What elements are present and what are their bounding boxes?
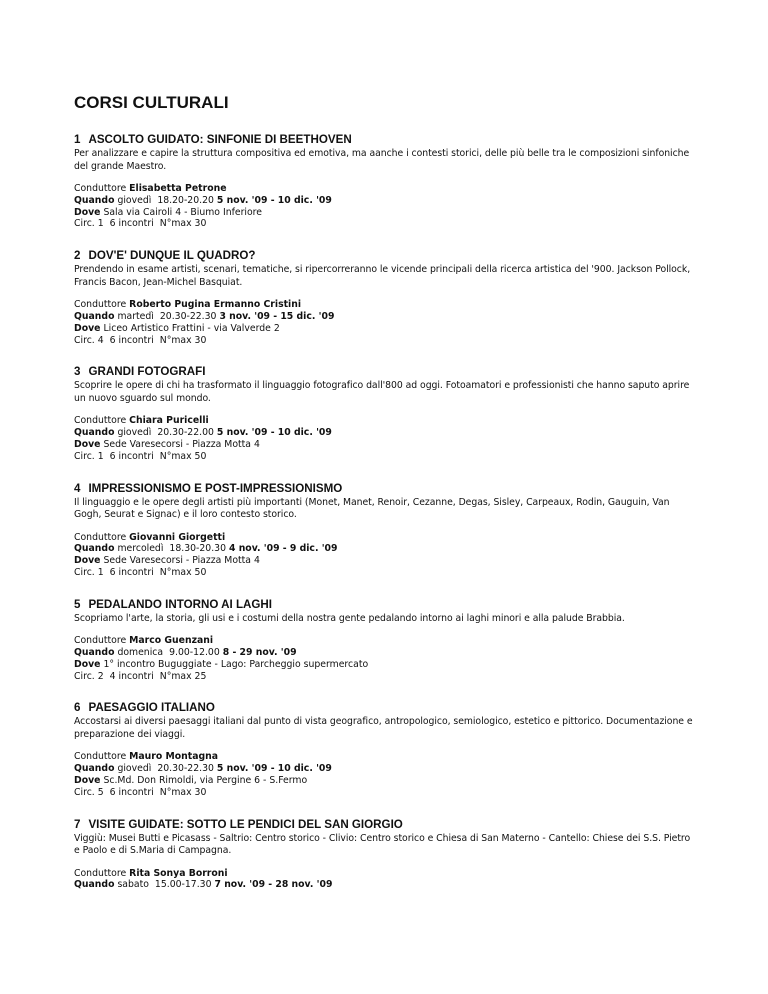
course-title: PEDALANDO INTORNO AI LAGHI <box>88 597 273 611</box>
course-7 <box>74 818 696 892</box>
course-meetings: 6 incontri <box>109 786 154 798</box>
course-number: 4 <box>74 481 81 495</box>
conductor-label: Conduttore <box>74 415 127 427</box>
where-line <box>74 323 696 335</box>
conductor-label: Conduttore <box>74 635 127 647</box>
course-number: 2 <box>74 249 81 263</box>
document-page <box>74 93 696 910</box>
course-4 <box>74 482 696 579</box>
conductor-line <box>74 415 696 427</box>
course-max: N°max 25 <box>159 670 207 682</box>
conductor-label: Conduttore <box>74 867 127 879</box>
course-dates: 3 nov. '09 - 15 dic. '09 <box>219 310 335 322</box>
conductor-line <box>74 299 696 311</box>
conductor-name: Roberto Pugina Ermanno Cristini <box>129 299 302 311</box>
when-label: Quando <box>74 310 115 322</box>
when-line <box>74 763 696 775</box>
course-2 <box>74 249 696 346</box>
course-description: Prendendo in esame artisti, scenari, tematiche, si ripercorreranno le vicende principali della ricerca artistica del '900. Jackson Pollock, Francis Bacon, Jean-Michel Basquiat. <box>74 264 691 288</box>
course-heading <box>74 598 696 612</box>
course-meetings: 6 incontri <box>109 218 154 230</box>
when-line <box>74 311 696 323</box>
course-title: GRANDI FOTOGRAFI <box>88 365 206 379</box>
where-label: Dove <box>74 322 101 334</box>
course-meetings: 6 incontri <box>109 334 154 346</box>
conductor-line <box>74 532 696 544</box>
course-day: martedì <box>117 310 154 322</box>
course-time: 9.00-12.00 <box>169 647 220 659</box>
conductor-name: Mauro Montagna <box>129 751 219 763</box>
course-max: N°max 50 <box>159 450 207 462</box>
where-line <box>74 555 696 567</box>
course-day: mercoledì <box>117 543 164 555</box>
course-description: Scopriamo l'arte, la storia, gli usi e i costumi della nostra gente pedalando intorno ai laghi minori e alla palude Brabbia. <box>74 612 625 624</box>
course-1 <box>74 133 696 230</box>
conductor-label: Conduttore <box>74 751 127 763</box>
course-place: Sala via Cairoli 4 - Biumo Inferiore <box>103 206 263 218</box>
when-label: Quando <box>74 763 115 775</box>
where-label: Dove <box>74 206 101 218</box>
where-label: Dove <box>74 775 101 787</box>
where-label: Dove <box>74 658 101 670</box>
course-number: 3 <box>74 365 81 379</box>
course-title: VISITE GUIDATE: SOTTO LE PENDICI DEL SAN GIORGIO <box>88 817 403 831</box>
course-description: Accostarsi ai diversi paesaggi italiani dal punto di vista geografico, antropologico, semiologico, estetico e pittorico. Documentazione e preparazione dei viaggi. <box>74 716 693 740</box>
course-heading <box>74 482 696 496</box>
where-line <box>74 207 696 219</box>
when-label: Quando <box>74 879 115 891</box>
course-dates: 5 nov. '09 - 10 dic. '09 <box>216 427 332 439</box>
conductor-name: Rita Sonya Borroni <box>129 867 228 879</box>
when-line <box>74 427 696 439</box>
course-meetings: 6 incontri <box>109 450 154 462</box>
course-circ: Circ. 5 <box>74 786 104 798</box>
conductor-line <box>74 183 696 195</box>
conductor-name: Elisabetta Petrone <box>129 183 227 194</box>
course-place: Liceo Artistico Frattini - via Valverde 2 <box>103 322 280 334</box>
course-heading <box>74 249 696 263</box>
course-circ: Circ. 1 <box>74 450 104 462</box>
course-time: 20.30-22.30 <box>159 310 217 322</box>
course-number: 7 <box>74 817 81 831</box>
course-heading <box>74 701 696 715</box>
course-heading <box>74 365 696 379</box>
circ-line <box>74 567 696 579</box>
conductor-label: Conduttore <box>74 531 127 543</box>
course-day: giovedì <box>117 194 152 206</box>
course-3 <box>74 365 696 462</box>
when-label: Quando <box>74 647 115 659</box>
course-place: Sede Varesecorsi - Piazza Motta 4 <box>103 555 260 567</box>
when-line <box>74 195 696 207</box>
course-description: Il linguaggio e le opere degli artisti più importanti (Monet, Manet, Renoir, Cezanne, Degas, Sisley, Carpeaux, Rodin, Gauguin, Van Gogh, Seurat e Signac) e il loro contesto storico. <box>74 496 670 521</box>
conductor-label: Conduttore <box>74 183 127 194</box>
course-max: N°max 30 <box>159 786 207 798</box>
course-5 <box>74 598 696 683</box>
course-dates: 5 nov. '09 - 10 dic. '09 <box>216 763 332 775</box>
course-place: 1° incontro Buguggiate - Lago: Parcheggio supermercato <box>103 658 369 670</box>
course-place: Sc.Md. Don Rimoldi, via Pergine 6 - S.Fermo <box>103 775 308 787</box>
course-number: 5 <box>74 597 81 611</box>
course-meetings: 6 incontri <box>109 566 154 578</box>
circ-line <box>74 787 696 799</box>
where-label: Dove <box>74 555 101 567</box>
page-title: CORSI CULTURALI <box>74 93 229 112</box>
course-max: N°max 50 <box>159 566 207 578</box>
course-circ: Circ. 2 <box>74 670 104 682</box>
course-heading <box>74 818 696 832</box>
course-circ: Circ. 4 <box>74 334 104 346</box>
conductor-line <box>74 635 696 647</box>
course-time: 15.00-17.30 <box>154 879 212 891</box>
course-dates: 5 nov. '09 - 10 dic. '09 <box>216 194 332 206</box>
course-max: N°max 30 <box>159 218 207 230</box>
course-title: IMPRESSIONISMO E POST-IMPRESSIONISMO <box>88 481 343 495</box>
course-time: 20.30-22.00 <box>157 427 214 439</box>
course-title: ASCOLTO GUIDATO: SINFONIE DI BEETHOVEN <box>88 133 352 146</box>
when-label: Quando <box>74 427 115 439</box>
conductor-name: Giovanni Giorgetti <box>129 531 226 543</box>
course-day: sabato <box>117 879 149 891</box>
course-place: Sede Varesecorsi - Piazza Motta 4 <box>103 438 260 450</box>
circ-line <box>74 218 696 230</box>
course-number: 6 <box>74 701 81 715</box>
where-label: Dove <box>74 438 101 450</box>
course-time: 20.30-22.30 <box>157 763 214 775</box>
course-day: giovedì <box>117 427 152 439</box>
course-meetings: 4 incontri <box>109 670 154 682</box>
conductor-line <box>74 868 696 880</box>
where-line <box>74 439 696 451</box>
course-6 <box>74 701 696 798</box>
course-day: giovedì <box>117 763 152 775</box>
when-line <box>74 879 696 891</box>
circ-line <box>74 451 696 463</box>
course-description: Viggiù: Musei Butti e Picasass - Saltrio: Centro storico - Clivio: Centro storico e Chiesa di San Materno - Cantello: Chiese dei S.S. Pietro e Paolo e di S.Maria di Campagna. <box>74 832 691 857</box>
when-label: Quando <box>74 543 115 555</box>
circ-line <box>74 671 696 683</box>
conductor-name: Marco Guenzani <box>129 635 214 647</box>
where-line <box>74 659 696 671</box>
conductor-line <box>74 751 696 763</box>
course-circ: Circ. 1 <box>74 566 104 578</box>
course-dates: 8 - 29 nov. '09 <box>222 647 297 659</box>
conductor-name: Chiara Puricelli <box>129 415 209 427</box>
course-max: N°max 30 <box>159 334 207 346</box>
course-title: PAESAGGIO ITALIANO <box>88 701 215 715</box>
course-day: domenica <box>117 647 164 659</box>
course-description: Per analizzare e capire la struttura compositiva ed emotiva, ma aanche i contesti storici, delle più belle tra le composizioni sinfoniche del grande Maestro. <box>74 148 690 172</box>
course-dates: 7 nov. '09 - 28 nov. '09 <box>214 879 333 891</box>
course-time: 18.20-20.20 <box>157 194 214 206</box>
circ-line <box>74 335 696 347</box>
when-line <box>74 543 696 555</box>
course-circ: Circ. 1 <box>74 218 104 230</box>
when-label: Quando <box>74 194 115 206</box>
course-dates: 4 nov. '09 - 9 dic. '09 <box>228 543 338 555</box>
where-line <box>74 775 696 787</box>
conductor-label: Conduttore <box>74 299 127 311</box>
course-number: 1 <box>74 133 81 146</box>
course-title: DOV'E' DUNQUE IL QUADRO? <box>88 249 256 263</box>
course-description: Scoprire le opere di chi ha trasformato il linguaggio fotografico dall'800 ad oggi. Fotoamatori e professionisti che hanno saputo aprire un nuovo sguardo sul mondo. <box>74 380 690 404</box>
course-time: 18.30-20.30 <box>169 543 227 555</box>
course-heading <box>74 133 696 147</box>
when-line <box>74 647 696 659</box>
